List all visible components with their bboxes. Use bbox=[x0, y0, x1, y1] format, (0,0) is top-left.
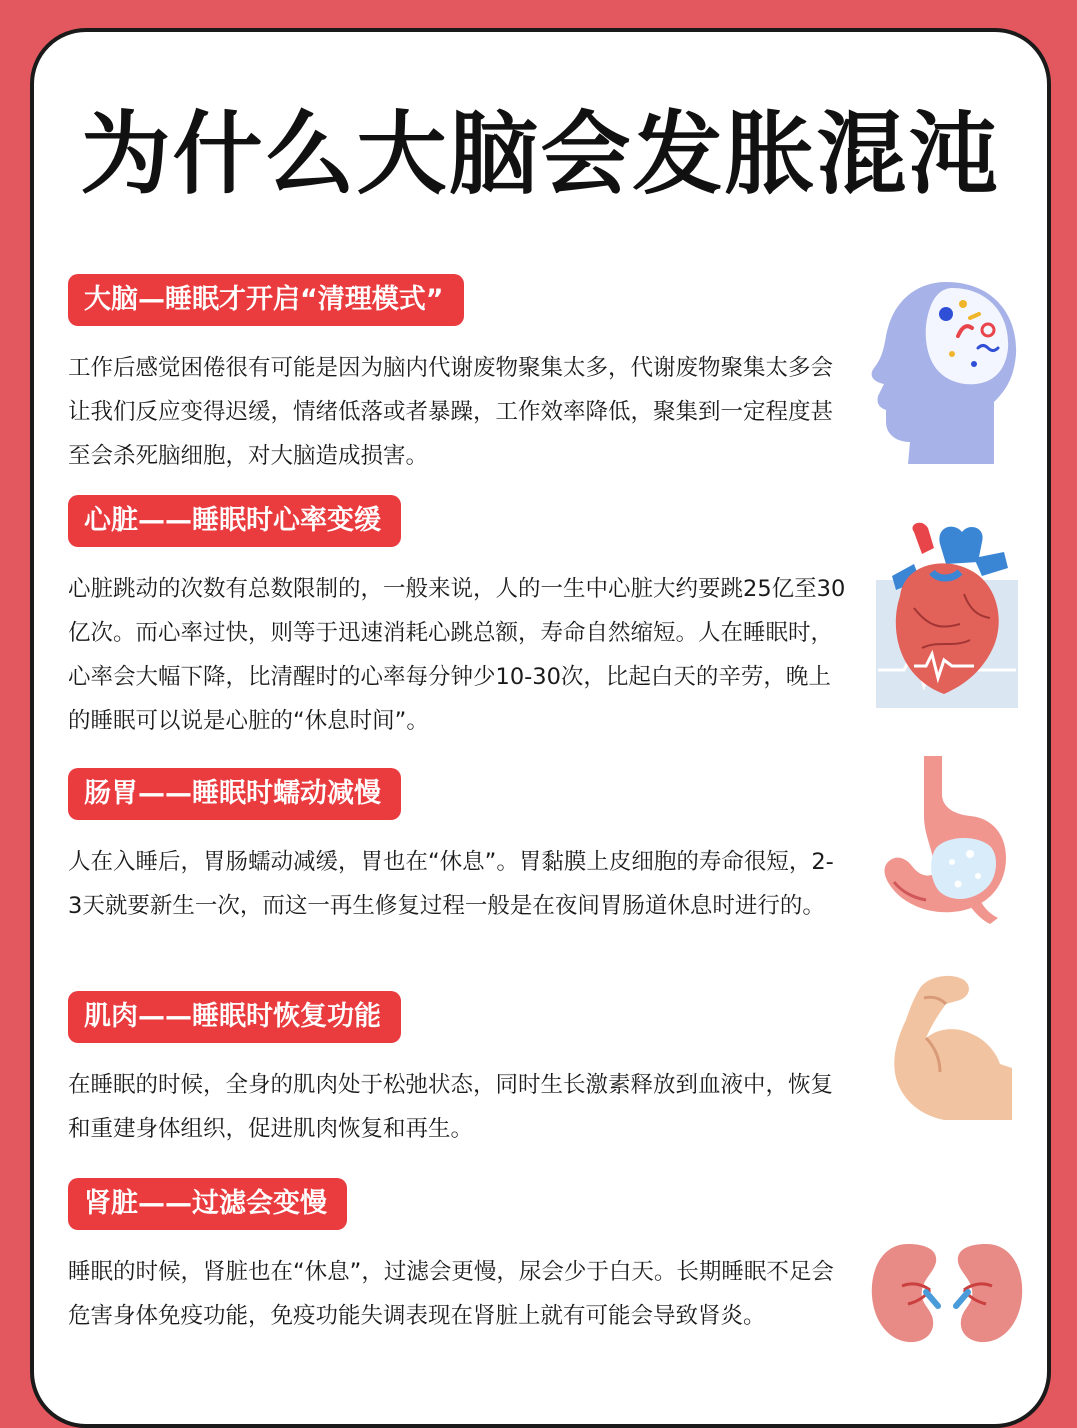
section-muscle bbox=[68, 991, 848, 1151]
section-text: 人在入睡后，胃肠蠕动减缓，胃也在“休息”。胃黏膜上皮细胞的寿命很短，2-3天就要新生一次，而这一再生修复过程一般是在夜间胃肠道休息时进行的。 bbox=[68, 849, 834, 920]
page-title: 为什么大脑会发胀混沌 bbox=[80, 102, 1001, 207]
section-text: 睡眠的时候，肾脏也在“休息”，过滤会更慢，尿会少于白天。长期睡眠不足会危害身体免疫功能，免疫功能失调表现在肾脏上就有可能会导致肾炎。 bbox=[68, 1259, 834, 1330]
stomach-icon bbox=[880, 754, 1014, 926]
section-heading: 大脑—睡眠才开启“清理模式” bbox=[68, 274, 464, 326]
muscle-arm-icon bbox=[890, 974, 1016, 1122]
poster-card bbox=[30, 28, 1051, 1428]
head-brain-icon bbox=[866, 274, 1026, 469]
section-heart bbox=[68, 495, 848, 743]
section-kidney bbox=[68, 1178, 848, 1338]
section-text: 在睡眠的时候，全身的肌肉处于松弛状态，同时生长激素释放到血液中，恢复和重建身体组织，促进肌肉恢复和再生。 bbox=[68, 1072, 834, 1143]
section-heading: 心脏——睡眠时心率变缓 bbox=[68, 495, 401, 547]
section-heading: 肾脏——过滤会变慢 bbox=[68, 1178, 347, 1230]
section-stomach bbox=[68, 768, 848, 928]
section-text: 心脏跳动的次数有总数限制的，一般来说，人的一生中心脏大约要跳25亿至30亿次。而心率过快，则等于迅速消耗心跳总额，寿命自然缩短。人在睡眠时，心率会大幅下降，比清醒时的心率每分钟少10-30次，比起白天的辛劳，晚上的睡眠可以说是心脏的“休息时间”。 bbox=[68, 576, 846, 735]
section-text: 工作后感觉困倦很有可能是因为脑内代谢废物聚集太多，代谢废物聚集太多会让我们反应变得迟缓，情绪低落或者暴躁，工作效率降低，聚集到一定程度甚至会杀死脑细胞，对大脑造成损害。 bbox=[68, 355, 834, 470]
heart-icon bbox=[874, 518, 1020, 710]
section-heading: 肠胃——睡眠时蠕动减慢 bbox=[68, 768, 401, 820]
section-heading: 肌肉——睡眠时恢复功能 bbox=[68, 991, 401, 1043]
kidneys-icon bbox=[870, 1240, 1024, 1348]
section-brain bbox=[68, 274, 848, 478]
